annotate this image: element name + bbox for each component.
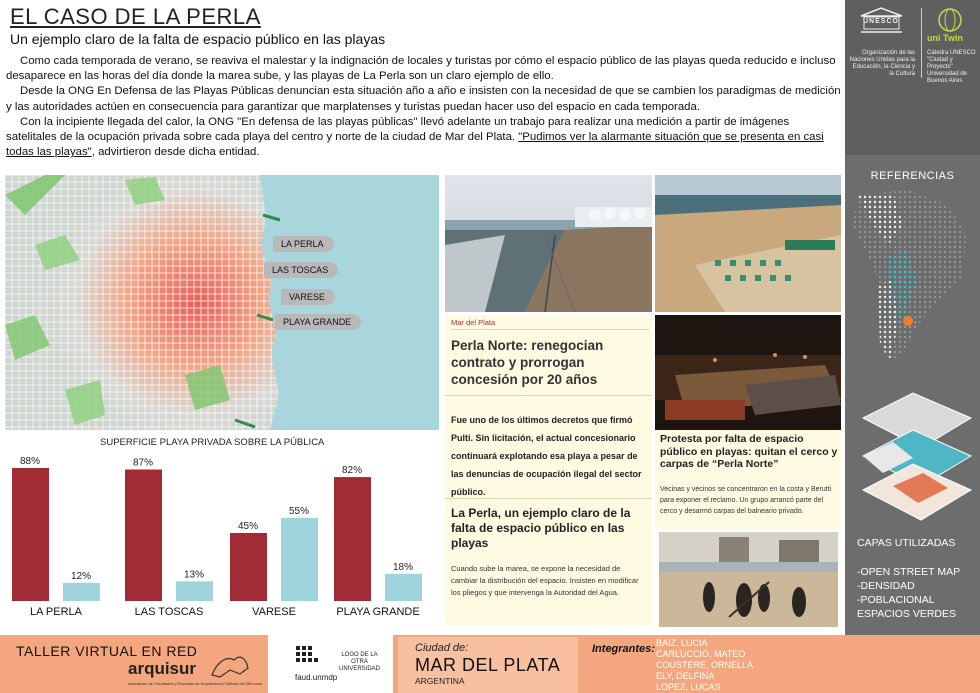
taller-title: TALLER VIRTUAL EN RED bbox=[16, 643, 198, 659]
capas-title: CAPAS UTILIZADAS bbox=[857, 537, 956, 549]
map-label-las-toscas: LAS TOSCAS bbox=[264, 262, 338, 278]
category-label: LAS TOSCAS bbox=[134, 606, 204, 618]
paragraph-2 bbox=[6, 84, 842, 114]
beach-photo-2 bbox=[655, 175, 841, 312]
capa-item: -POBLACIONAL bbox=[857, 594, 935, 606]
integrante-item: BAIZ, LUCIA bbox=[656, 638, 708, 648]
integrante-item: COUSTERE, ORNELLA bbox=[656, 660, 754, 670]
news-sub-headline: La Perla, un ejemplo claro de la falta de espacio público en las playas bbox=[451, 506, 631, 550]
protest-headline: Protesta por falta de espacio público en playas: quitan el cerco y carpas de “Perla Norte” bbox=[660, 433, 838, 470]
capa-item: -DENSIDAD bbox=[857, 580, 915, 592]
news-divider-3 bbox=[445, 498, 652, 499]
unesco-text: Organización de las Naciones Unidas para la Educación, la Ciencia y la Cultura bbox=[849, 50, 915, 77]
bar-value-label: 87% bbox=[132, 457, 154, 469]
beach-photo-1 bbox=[445, 175, 652, 312]
bar-private bbox=[125, 470, 162, 601]
bar-public bbox=[385, 574, 422, 601]
map-label-playa-grande: PLAYA GRANDE bbox=[275, 314, 361, 330]
paragraph-3-text: Con la incipiente llegada del calor, la ONG "En defensa de las playas públicas" llevó adelante un trabajo para realizar una medición a partir de imágenes satelitales de la ocupación privada sobre cada playa del centro y norte de la ciudad de Mar del Plata. bbox=[6, 115, 790, 144]
night-photo-graphic bbox=[655, 315, 841, 430]
ciudad-name: MAR DEL PLATA bbox=[415, 655, 561, 675]
beach-photo-2-graphic bbox=[655, 175, 841, 312]
chart-title: SUPERFICIE PLAYA PRIVADA SOBRE LA PÚBLICA bbox=[100, 437, 325, 448]
otra-universidad-logo: LOGO DE LA OTRA UNIVERSIDAD bbox=[338, 652, 380, 672]
bar-private bbox=[12, 468, 49, 601]
paragraph-1-text: Como cada temporada de verano, se reaviva el malestar y la indignación de locales y turistas por cómo el espacio público de las playas queda reducido e incluso desaparece en las horas del día donde la marea sube, y las playas de La Perla son un claro ejemplo de ello. bbox=[6, 55, 836, 83]
bar-value-label: 13% bbox=[183, 569, 205, 581]
bar-private bbox=[230, 533, 267, 601]
bar-value-label: 88% bbox=[19, 456, 41, 467]
intro-text bbox=[6, 54, 842, 160]
arquisur-logo: arquisur bbox=[128, 659, 197, 678]
page-subtitle: Un ejemplo claro de la falta de espacio público en las playas bbox=[10, 31, 386, 47]
category-label: PLAYA GRANDE bbox=[336, 606, 420, 618]
news-headline: Perla Norte: renegocian contrato y prorrogan concesión por 20 años bbox=[451, 338, 604, 387]
paragraph-3-quote: "Pudimos ver la alarmante situación que se presenta en casi todas las playas" bbox=[6, 131, 824, 159]
beach-photo-1-graphic bbox=[445, 175, 652, 312]
bar-public bbox=[281, 518, 318, 601]
city-map bbox=[5, 175, 439, 430]
integrante-item: ELY, DELFINA bbox=[656, 671, 715, 681]
bar-value-label: 12% bbox=[70, 570, 92, 582]
integrante-item: CARLUCCIO, MATEO bbox=[656, 649, 746, 659]
arquisur-emblem-icon bbox=[210, 650, 250, 680]
paragraph-1 bbox=[6, 54, 842, 84]
argentina-map-icon bbox=[848, 185, 978, 365]
layers-stack-icon bbox=[853, 378, 978, 528]
pais-name: ARGENTINA bbox=[415, 676, 465, 686]
bar-value-label: 82% bbox=[341, 465, 363, 477]
map-label-la-perla: LA PERLA bbox=[273, 236, 334, 252]
unitwin-text: Cátedra UNESCO "Ciudad y Proyecto" Universidad de Buenos Aires bbox=[927, 50, 976, 84]
integrantes-list bbox=[656, 638, 753, 693]
bar-private bbox=[334, 477, 371, 601]
capa-item: -OPEN STREET MAP bbox=[857, 566, 961, 578]
integrantes-label: Integrantes: bbox=[592, 643, 655, 655]
ciudad-label: Ciudad de: bbox=[415, 642, 469, 654]
unesco-logo: UNESCO bbox=[863, 18, 899, 25]
news-divider-2 bbox=[445, 395, 652, 396]
news-source: Mar del Plata bbox=[451, 318, 496, 327]
bar-value-label: 45% bbox=[237, 520, 259, 532]
logo-area bbox=[845, 0, 980, 155]
map-graphic bbox=[5, 175, 439, 430]
paragraph-2-text: Desde la ONG En Defensa de las Playas Públicas denuncian esta situación año a año e insisten con la necesidad de que se cambien los paradigmas de medición y las autoridades actúen en consecuencia para garantizar que marplatenses y turistas puedan hacer uso del espacio en cada temporada. bbox=[6, 85, 841, 113]
capas-list bbox=[857, 565, 960, 621]
category-label: VARESE bbox=[252, 606, 296, 618]
page-title: EL CASO DE LA PERLA bbox=[10, 4, 261, 29]
protest-photo-graphic bbox=[659, 532, 838, 627]
map-label-varese: VARESE bbox=[281, 289, 335, 305]
bar-chart bbox=[0, 450, 440, 630]
arquisur-subtitle: Asociación de Facultades y Escuelas de Arquitectura Públicas del Mercosur bbox=[128, 681, 263, 686]
protest-photo bbox=[659, 532, 838, 627]
unitwin-logo: uni Twin bbox=[927, 33, 963, 43]
faud-logo: faud.unmdp bbox=[295, 673, 338, 682]
bar-value-label: 18% bbox=[392, 561, 414, 573]
integrante-item: LOPEZ, LUCAS bbox=[656, 682, 721, 692]
bar-public bbox=[176, 581, 213, 601]
news-divider bbox=[451, 329, 649, 330]
referencias-title: REFERENCIAS bbox=[870, 170, 955, 182]
logo-divider bbox=[921, 8, 922, 78]
night-photo bbox=[655, 315, 841, 430]
paragraph-3-end: , advirtieron desde dicha entidad. bbox=[91, 146, 260, 159]
faud-grid-icon bbox=[296, 646, 318, 670]
category-label: LA PERLA bbox=[30, 606, 82, 618]
unitwin-globe-icon bbox=[935, 6, 965, 34]
news-sub-body: Cuando sube la marea, se expone la necesidad de cambiar la distribución del espacio. Insisten en modificar los pliegos y que intervenga la Autoridad del Agua. bbox=[451, 564, 639, 597]
protest-body: Vecinas y vecinos se concentraron en la costa y Berutti para exponer el reclamo. Un grupo arrancó parte del cerco y desarmó carpas del balneario privado. bbox=[660, 486, 832, 515]
bar-public bbox=[63, 583, 100, 601]
news-body: Fue uno de los últimos decretos que firmó Pulti. Sin licitación, el actual concesionario continuará explotando esa playa a pesar de las denuncias de ocupación ilegal del sector público. bbox=[451, 415, 642, 497]
bar-value-label: 55% bbox=[288, 505, 310, 517]
capa-item: ESPACIOS VERDES bbox=[857, 608, 957, 620]
paragraph-3 bbox=[6, 115, 842, 161]
